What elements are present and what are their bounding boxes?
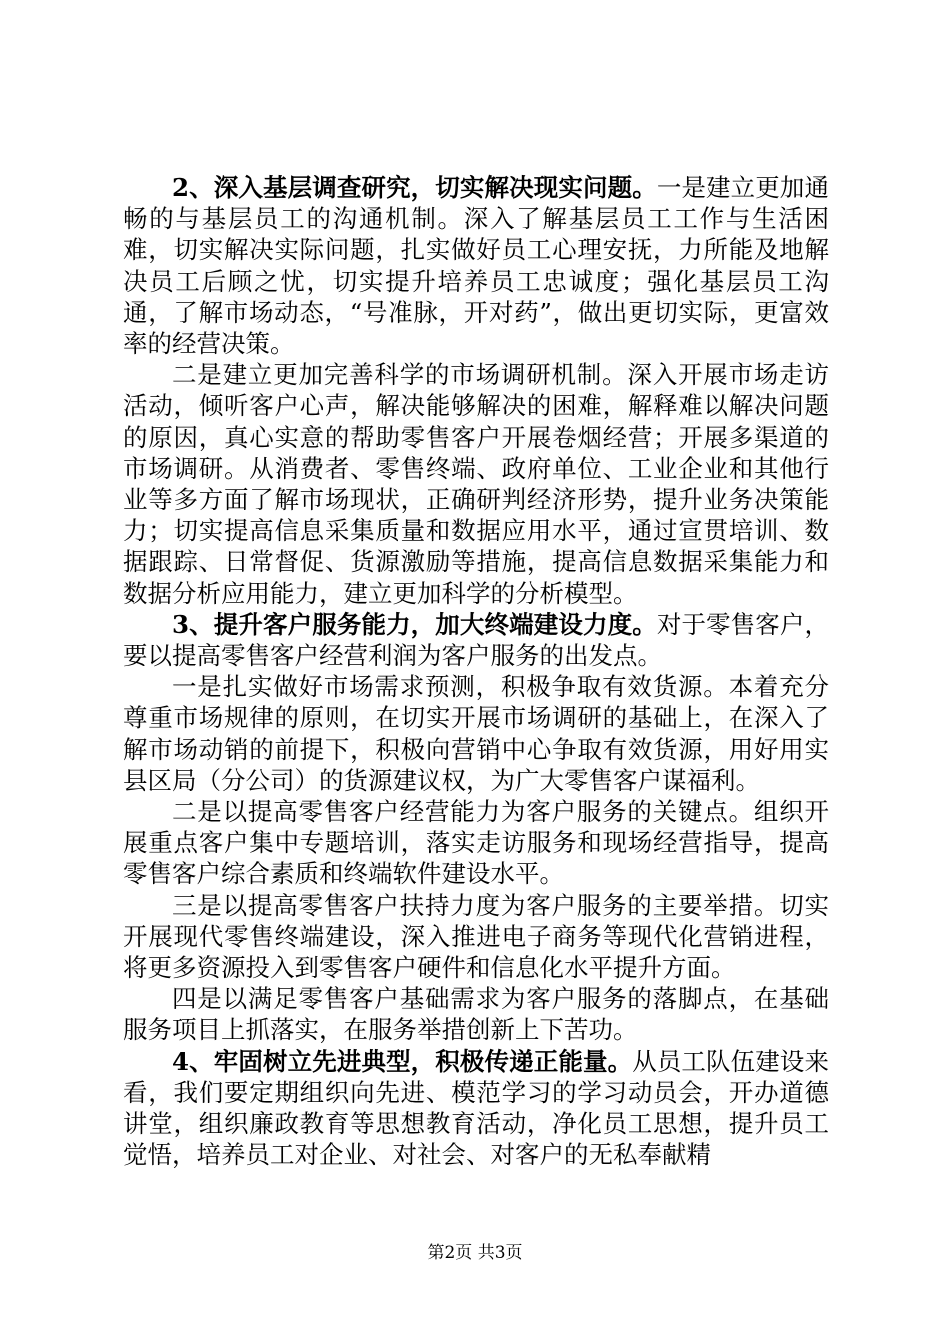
paragraph-5 bbox=[123, 796, 829, 890]
paragraph-4-body: 一是扎实做好市场需求预测，积极争取有效货源。本着充分尊重市场规律的原则，在切实开展市场调研的基础上，在深入了解市场动销的前提下，积极向营销中心争取有效货源，用好用实县区局（分公司）的货源建议权，为广大零售客户谋福利。 bbox=[123, 672, 829, 795]
paragraph-6 bbox=[123, 890, 829, 984]
paragraph-3 bbox=[123, 609, 829, 671]
page-footer bbox=[0, 1238, 950, 1263]
paragraph-8 bbox=[123, 1046, 829, 1171]
paragraph-1 bbox=[123, 172, 829, 359]
paragraph-5-body: 二是以提高零售客户经营能力为客户服务的关键点。组织开展重点客户集中专题培训，落实走访服务和现场经营指导，提高零售客户综合素质和终端软件建设水平。 bbox=[123, 797, 829, 889]
paragraph-7 bbox=[123, 983, 829, 1045]
paragraph-8-heading: 4、牢固树立先进典型，积极传递正能量。 bbox=[172, 1046, 633, 1076]
paragraph-4 bbox=[123, 671, 829, 796]
paragraph-2 bbox=[123, 359, 829, 609]
paragraph-6-body: 三是以提高零售客户扶持力度为客户服务的主要举措。切实开展现代零售终端建设，深入推进电子商务等现代化营销进程，将更多资源投入到零售客户硬件和信息化水平提升方面。 bbox=[123, 890, 829, 983]
paragraph-3-heading: 3、提升客户服务能力，加大终端建设力度。 bbox=[172, 609, 657, 639]
paragraph-3-body: 对于零售客户，要以提高零售客户经营利润为客户服务的出发点。 bbox=[123, 609, 830, 671]
paragraph-7-body: 四是以满足零售客户基础需求为客户服务的落脚点，在基础服务项目上抓落实，在服务举措创新上下苦功。 bbox=[123, 984, 829, 1045]
document-body bbox=[123, 172, 829, 1171]
paragraph-1-heading: 2、深入基层调查研究，切实解决现实问题。 bbox=[172, 173, 657, 202]
paragraph-8-body: 从员工队伍建设来看，我们要定期组织向先进、模范学习的学习动员会，开办道德讲堂，组织廉政教育等思想教育活动，净化员工思想，提升员工觉悟，培养员工对企业、对社会、对客户的无私奉献精 bbox=[123, 1046, 829, 1170]
paragraph-2-body: 二是建立更加完善科学的市场调研机制。深入开展市场走访活动，倾听客户心声，解决能够解决的困难，解释难以解决问题的原因，真心实意的帮助零售客户开展卷烟经营；开展多渠道的市场调研。从消费者、零售终端、政府单位、工业企业和其他行业等多方面了解市场现状，正确研判经济形势，提升业务决策能力；切实提高信息采集质量和数据应用水平，通过宣贯培训、数据跟踪、日常督促、货源激励等措施，提高信息数据采集能力和数据分析应用能力，建立更加科学的分析模型。 bbox=[123, 360, 829, 608]
paragraph-1-body: 一是建立更加通畅的与基层员工的沟通机制。深入了解基层员工工作与生活困难，切实解决实际问题，扎实做好员工心理安抚，力所能及地解决员工后顾之忧，切实提升培养员工忠诚度；强化基层员工沟通，了解市场动态，“号准脉，开对药”，做出更切实际，更富效率的经营决策。 bbox=[123, 173, 830, 359]
page-number-label: 第2页 共3页 bbox=[427, 1243, 523, 1263]
